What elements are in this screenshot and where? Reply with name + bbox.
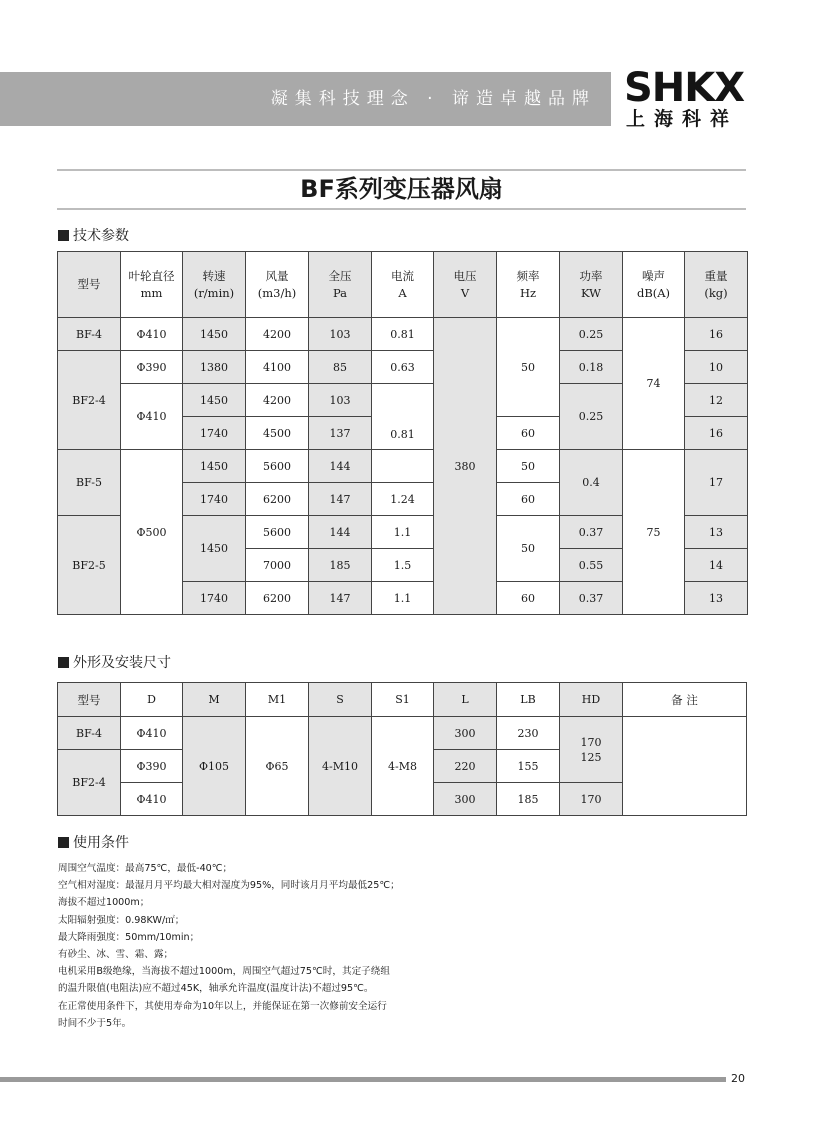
current-cell: 0.81 [372,318,434,351]
l-cell: 300 [434,783,497,816]
condition-line: 太阳辐射强度：0.98KW/㎡； [58,914,185,926]
weight-cell: 14 [685,549,748,582]
table-row [58,717,747,750]
power-cell: 0.25 [560,384,623,450]
model-cell: BF-5 [58,450,121,516]
table-row [58,318,748,351]
tech-params-table [57,251,748,615]
frequency-cell: 60 [497,582,560,615]
header-cell: 噪声 dB(A) [623,252,685,318]
weight-cell: 10 [685,351,748,384]
lb-cell: 185 [497,783,560,816]
s1-cell: 4-M8 [372,717,434,816]
frequency-cell: 50 [497,450,560,483]
bullet-square-icon [58,837,69,848]
pressure-cell: 85 [309,351,372,384]
weight-cell: 12 [685,384,748,417]
header-cell: M1 [246,683,309,717]
weight-cell: 16 [685,318,748,351]
lb-cell: 155 [497,750,560,783]
header-cell: 功率 KW [560,252,623,318]
header-cell: HD [560,683,623,717]
header-cell: L [434,683,497,717]
current-cell: 0.63 [372,351,434,384]
l-cell: 220 [434,750,497,783]
frequency-cell: 50 [497,516,560,582]
header-cell: LB [497,683,560,717]
condition-line: 海拔不超过1000m； [58,897,150,909]
diameter-cell: Φ410 [121,384,183,450]
flow-cell: 4100 [246,351,309,384]
power-cell: 0.4 [560,450,623,516]
voltage-cell: 380 [434,318,497,615]
brand-logo [624,65,749,132]
weight-cell: 13 [685,516,748,549]
speed-cell: 1450 [183,516,246,582]
m1-cell: Φ65 [246,717,309,816]
header-cell: 重量 (kg) [685,252,748,318]
d-cell: Φ410 [121,717,183,750]
power-cell: 0.37 [560,582,623,615]
d-cell: Φ410 [121,783,183,816]
header-cell: 备 注 [623,683,747,717]
current-cell: 1.5 [372,549,434,582]
power-cell: 0.55 [560,549,623,582]
header-cell: D [121,683,183,717]
page-number: 20 [731,1072,745,1085]
pressure-cell: 147 [309,483,372,516]
pressure-cell: 147 [309,582,372,615]
speed-cell: 1740 [183,483,246,516]
title-rule-bottom [57,208,746,210]
hd-cell: 170 125 [560,717,623,783]
model-cell: BF-4 [58,717,121,750]
frequency-cell: 60 [497,483,560,516]
footer-bar [0,1077,726,1082]
current-cell: 1.1 [372,582,434,615]
page-title: BF系列变压器风扇 [300,175,503,203]
bullet-square-icon [58,657,69,668]
header-cell: 叶轮直径 mm [121,252,183,318]
condition-line: 时间不少于5年。 [58,1017,132,1029]
diameter-cell: Φ390 [121,351,183,384]
header-cell: 型号 [58,683,121,717]
header-cell: 电压 V [434,252,497,318]
flow-cell: 6200 [246,582,309,615]
header-cell: 全压 Pa [309,252,372,318]
hd-cell: 170 [560,783,623,816]
flow-cell: 6200 [246,483,309,516]
section-heading-dims: 外形及安装尺寸 [58,654,171,672]
header-cell: 电流 A [372,252,434,318]
table-row [58,450,748,483]
flow-cell: 4500 [246,417,309,450]
pressure-cell: 185 [309,549,372,582]
condition-line: 的温升限值(电阻法)应不超过45K，轴承允许温度(温度计法)不超过95℃。 [58,983,374,995]
s-cell: 4-M10 [309,717,372,816]
header-cell: M [183,683,246,717]
weight-cell: 13 [685,582,748,615]
remarks-cell [623,717,747,816]
model-cell: BF2-4 [58,750,121,816]
current-cell: 1.24 [372,483,434,516]
dimensions-table [57,682,747,816]
flow-cell: 4200 [246,384,309,417]
condition-line: 在正常使用条件下，其使用寿命为10年以上，并能保证在第一次修前安全运行 [58,1000,387,1012]
l-cell: 300 [434,717,497,750]
header-cell: 频率 Hz [497,252,560,318]
flow-cell: 7000 [246,549,309,582]
lb-cell: 230 [497,717,560,750]
header-cell: 转速 (r/min) [183,252,246,318]
conditions-text [58,860,478,1032]
power-cell: 0.25 [560,318,623,351]
condition-line: 电机采用B级绝缘，当海拔不超过1000m，周围空气超过75℃时，其定子绕组 [58,966,390,978]
model-cell: BF2-4 [58,351,121,450]
header-cell: S1 [372,683,434,717]
table-header-row [58,683,747,717]
header-cell: 型号 [58,252,121,318]
pressure-cell: 103 [309,318,372,351]
model-cell: BF2-5 [58,516,121,615]
speed-cell: 1740 [183,417,246,450]
condition-line: 最大降雨强度：50mm/10min； [58,931,200,943]
diameter-cell: Φ500 [121,450,183,615]
pressure-cell: 103 [309,384,372,417]
speed-cell: 1450 [183,450,246,483]
header-cell: S [309,683,372,717]
pressure-cell: 144 [309,450,372,483]
power-cell: 0.37 [560,516,623,549]
diameter-cell: Φ410 [121,318,183,351]
current-cell: 0.81 [372,384,434,450]
m-cell: Φ105 [183,717,246,816]
bullet-square-icon [58,230,69,241]
speed-cell: 1450 [183,318,246,351]
power-cell: 0.18 [560,351,623,384]
speed-cell: 1450 [183,384,246,417]
condition-line: 有砂尘、冰、雪、霜、露； [58,949,174,961]
header-cell: 风量 (m3/h) [246,252,309,318]
d-cell: Φ390 [121,750,183,783]
condition-line: 周围空气温度：最高75℃，最低-40℃； [58,863,233,874]
flow-cell: 5600 [246,516,309,549]
condition-line: 空气相对湿度：最湿月月平均最大相对湿度为95%，同时该月月平均最低25℃； [58,880,400,892]
table-header-row [58,252,748,318]
frequency-cell: 50 [497,318,560,417]
current-cell: 1.1 [372,516,434,549]
pressure-cell: 144 [309,516,372,549]
noise-cell: 75 [623,450,685,615]
weight-cell: 16 [685,417,748,450]
weight-cell: 17 [685,450,748,516]
logo-chinese-name: 上海科祥 [626,108,739,130]
section-heading-tech: 技术参数 [58,227,129,245]
frequency-cell: 60 [497,417,560,450]
speed-cell: 1380 [183,351,246,384]
flow-cell: 4200 [246,318,309,351]
logo-wordmark: SHKX [624,65,745,111]
flow-cell: 5600 [246,450,309,483]
current-cell-empty [372,450,434,483]
speed-cell: 1740 [183,582,246,615]
pressure-cell: 137 [309,417,372,450]
noise-cell: 74 [623,318,685,450]
header-slogan: 凝集科技理念 · 谛造卓越品牌 [270,89,596,109]
model-cell: BF-4 [58,318,121,351]
section-heading-conditions: 使用条件 [58,834,129,852]
